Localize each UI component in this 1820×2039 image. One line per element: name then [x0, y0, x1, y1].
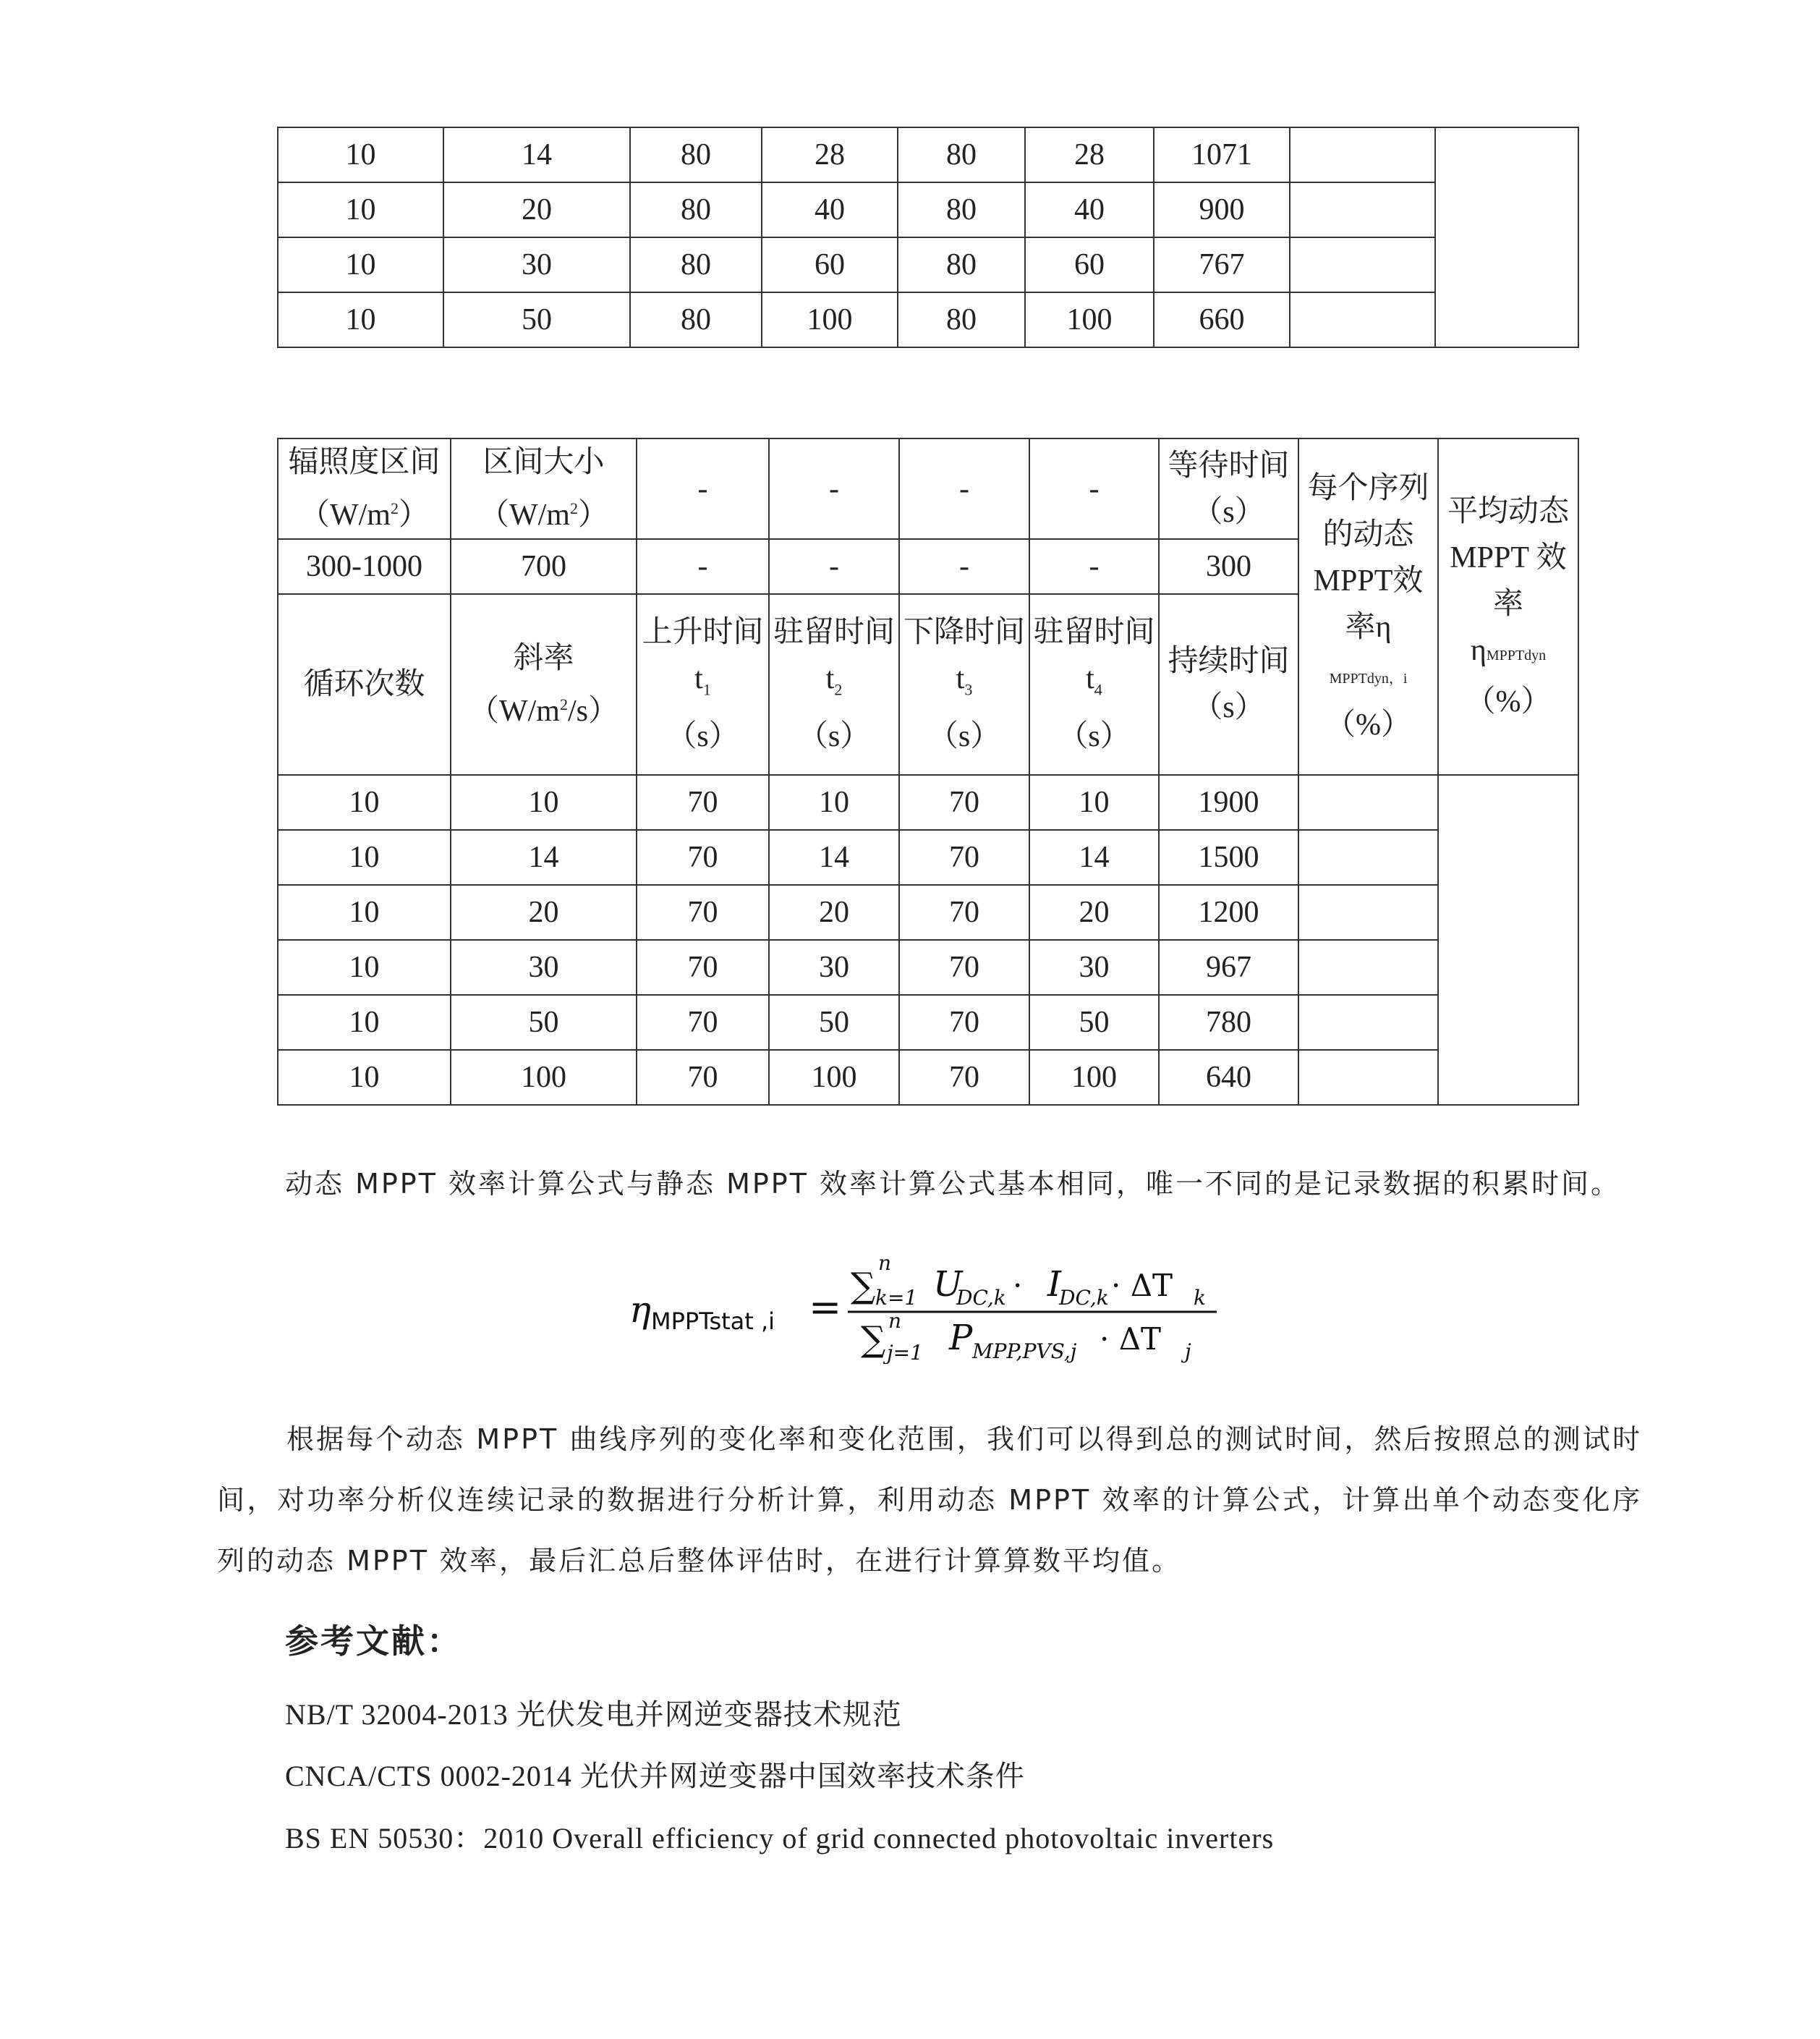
empty-cell	[1298, 1050, 1438, 1105]
empty-cell	[1298, 995, 1438, 1050]
table-cell: 70	[899, 885, 1029, 940]
denominator-t-sub: j	[1185, 1339, 1191, 1363]
formula-eta-sub: MPPTstat ,i	[651, 1307, 775, 1335]
header-rise-time: 上升时间 $t_1$ （s）	[637, 594, 769, 775]
empty-cell	[1290, 182, 1435, 237]
table-cell: 70	[899, 830, 1029, 885]
numerator-dot-1: ·	[1013, 1268, 1023, 1303]
table-cell: 80	[630, 182, 762, 237]
paragraph-test-procedure: 根据每个动态 MPPT 曲线序列的变化率和变化范围，我们可以得到总的测试时间，然后按照总的测试时间，对功率分析仪连续记录的数据进行分析计算，利用动态 MPPT 效率的计算公式，计算出单个动态变化序列的动态 MPPT 效率，最后汇总后整体评估时，在进行计算算数平均值。	[217, 1423, 1642, 1577]
denominator-p: P	[949, 1318, 973, 1358]
denominator-upper: n	[888, 1309, 902, 1333]
header-fall-time: 下降时间 $t_3$ （s）	[899, 594, 1029, 775]
empty-cell	[1298, 775, 1438, 830]
table-cell: 780	[1159, 995, 1298, 1050]
empty-cell	[1298, 885, 1438, 940]
table-row	[278, 995, 1578, 1050]
table-cell: 80	[630, 127, 762, 182]
efficiency-formula	[629, 1248, 1237, 1364]
header-wait: 等待时间（s）	[1159, 438, 1298, 539]
numerator-t-sub: k	[1194, 1286, 1206, 1310]
formula-equals: =	[809, 1284, 842, 1330]
empty-cell	[1290, 127, 1435, 182]
table-cell: 70	[899, 775, 1029, 830]
header-per-sequence-efficiency: 每个序列的动态MPPT效率η MPPTdyn，i （%）	[1298, 438, 1438, 775]
table-cell: 50	[769, 995, 899, 1050]
table-cell: 70	[899, 940, 1029, 995]
table-row	[278, 237, 1578, 292]
table-cell: 28	[1025, 127, 1154, 182]
table-cell: 30	[1029, 940, 1159, 995]
numerator-i-sub: DC,k	[1059, 1286, 1109, 1310]
denominator-lower: j=1	[887, 1341, 923, 1364]
table-cell: 10	[278, 1050, 451, 1105]
table-cell: 70	[899, 995, 1029, 1050]
dash-cell: -	[637, 539, 769, 594]
range-value: 300-1000	[278, 539, 451, 594]
table-cell: 10	[278, 830, 451, 885]
denominator-delta-t: · ΔT	[1100, 1321, 1162, 1357]
merged-empty-cell	[1435, 127, 1578, 347]
table-cell: 100	[769, 1050, 899, 1105]
table-cell: 10	[278, 995, 451, 1050]
header-average-efficiency: 平均动态 MPPT 效率 ηMPPTdyn （%）	[1438, 438, 1578, 775]
dash-cell: -	[899, 539, 1029, 594]
header-dash: -	[899, 438, 1029, 539]
table-cell: 10	[278, 885, 451, 940]
table-cell: 30	[443, 237, 630, 292]
numerator-sum: ∑	[851, 1266, 876, 1306]
table-cell: 20	[443, 182, 630, 237]
header-duration: 持续时间（s）	[1159, 594, 1298, 775]
table-cell: 60	[1025, 237, 1154, 292]
numerator-u: U	[933, 1264, 963, 1305]
table-row	[278, 885, 1578, 940]
table-cell: 50	[1029, 995, 1159, 1050]
references-title: 参考文献：	[285, 1622, 462, 1661]
table-cell: 30	[451, 940, 637, 995]
table-cell: 14	[451, 830, 637, 885]
header-dwell-time-1: 驻留时间 $t_2$ （s）	[769, 594, 899, 775]
table-cell: 80	[898, 237, 1025, 292]
table-cell: 70	[637, 830, 769, 885]
reference-item: CNCA/CTS 0002-2014 光伏并网逆变器中国效率技术条件	[285, 1760, 1025, 1792]
table-cell: 80	[898, 127, 1025, 182]
table-row	[278, 830, 1578, 885]
table-cell: 767	[1154, 237, 1290, 292]
reference-item: BS EN 50530：2010 Overall efficiency of grid connected photovoltaic inverters	[285, 1822, 1275, 1854]
table-row	[278, 182, 1578, 237]
table-cell: 10	[278, 237, 443, 292]
table-row	[278, 940, 1578, 995]
table-cell: 100	[1025, 292, 1154, 347]
table-cell: 70	[637, 775, 769, 830]
numerator-lower: k=1	[875, 1286, 918, 1310]
header-cycles: 循环次数	[278, 594, 451, 775]
header-dwell-time-2: 驻留时间 $t_4$ （s）	[1029, 594, 1159, 775]
wait-value: 300	[1159, 539, 1298, 594]
table-cell: 14	[1029, 830, 1159, 885]
header-slope: 斜率 $(W/m^2/s)$	[451, 594, 637, 775]
dash-cell: -	[1029, 539, 1159, 594]
table-cell: 70	[637, 1050, 769, 1105]
table-cell: 967	[1159, 940, 1298, 995]
table-cell: 10	[278, 775, 451, 830]
table-cell: 100	[1029, 1050, 1159, 1105]
table-cell: 10	[278, 940, 451, 995]
table-cell: 100	[451, 1050, 637, 1105]
table-row	[278, 1050, 1578, 1105]
header-size: 区间大小$(W/m^2)$	[451, 438, 637, 539]
table-cell: 80	[898, 182, 1025, 237]
table-cell: 80	[630, 237, 762, 292]
table-cell: 1071	[1154, 127, 1290, 182]
table-cell: 10	[451, 775, 637, 830]
table-cell: 20	[769, 885, 899, 940]
table-cell: 20	[1029, 885, 1159, 940]
numerator-upper: n	[878, 1251, 892, 1275]
table-cell: 10	[1029, 775, 1159, 830]
table-cell: 80	[898, 292, 1025, 347]
header-range: 辐照度区间$(W/m^2)$	[278, 438, 451, 539]
empty-cell	[1298, 940, 1438, 995]
table-cell: 14	[769, 830, 899, 885]
table-cell: 1900	[1159, 775, 1298, 830]
table-cell: 70	[899, 1050, 1029, 1105]
table-cell: 14	[443, 127, 630, 182]
table-cell: 80	[630, 292, 762, 347]
denominator-p-sub: MPP,PVS,j	[972, 1339, 1077, 1363]
numerator-u-sub: DC,k	[956, 1286, 1006, 1310]
empty-cell	[1298, 830, 1438, 885]
table-cell: 660	[1154, 292, 1290, 347]
table-cell: 70	[637, 940, 769, 995]
table-cell: 900	[1154, 182, 1290, 237]
reference-item: NB/T 32004-2013 光伏发电并网逆变器技术规范	[285, 1698, 902, 1731]
header-dash: -	[637, 438, 769, 539]
table-cell: 30	[769, 940, 899, 995]
table-cell: 640	[1159, 1050, 1298, 1105]
table-continued	[277, 127, 1579, 348]
table-cell: 10	[278, 182, 443, 237]
merged-empty-cell	[1438, 775, 1578, 1105]
table-cell: 100	[762, 292, 898, 347]
table-cell: 60	[762, 237, 898, 292]
formula-eta: η	[629, 1289, 651, 1331]
table-cell: 10	[278, 292, 443, 347]
table-cell: 1500	[1159, 830, 1298, 885]
numerator-delta-t: · ΔT	[1111, 1268, 1173, 1303]
denominator-sum: ∑	[861, 1319, 886, 1360]
table-row	[278, 775, 1578, 830]
empty-cell	[1290, 292, 1435, 347]
size-value: 700	[451, 539, 637, 594]
paragraph-formula-intro: 动态 MPPT 效率计算公式与静态 MPPT 效率计算公式基本相同，唯一不同的是记录数据的积累时间。	[285, 1168, 1620, 1200]
table-cell: 70	[637, 885, 769, 940]
table-cell: 50	[443, 292, 630, 347]
table-cell: 1200	[1159, 885, 1298, 940]
header-dash: -	[1029, 438, 1159, 539]
numerator-i: I	[1047, 1264, 1061, 1305]
table-row	[278, 292, 1578, 347]
table-cell: 40	[1025, 182, 1154, 237]
empty-cell	[1290, 237, 1435, 292]
table-cell: 28	[762, 127, 898, 182]
table-cell: 10	[769, 775, 899, 830]
dynamic-mppt-table	[277, 438, 1579, 1106]
table-row	[278, 127, 1578, 182]
header-row-1	[278, 438, 1578, 539]
table-cell: 50	[451, 995, 637, 1050]
table-cell: 20	[451, 885, 637, 940]
table-cell: 70	[637, 995, 769, 1050]
dash-cell: -	[769, 539, 899, 594]
table-cell: 10	[278, 127, 443, 182]
table-cell: 40	[762, 182, 898, 237]
header-dash: -	[769, 438, 899, 539]
